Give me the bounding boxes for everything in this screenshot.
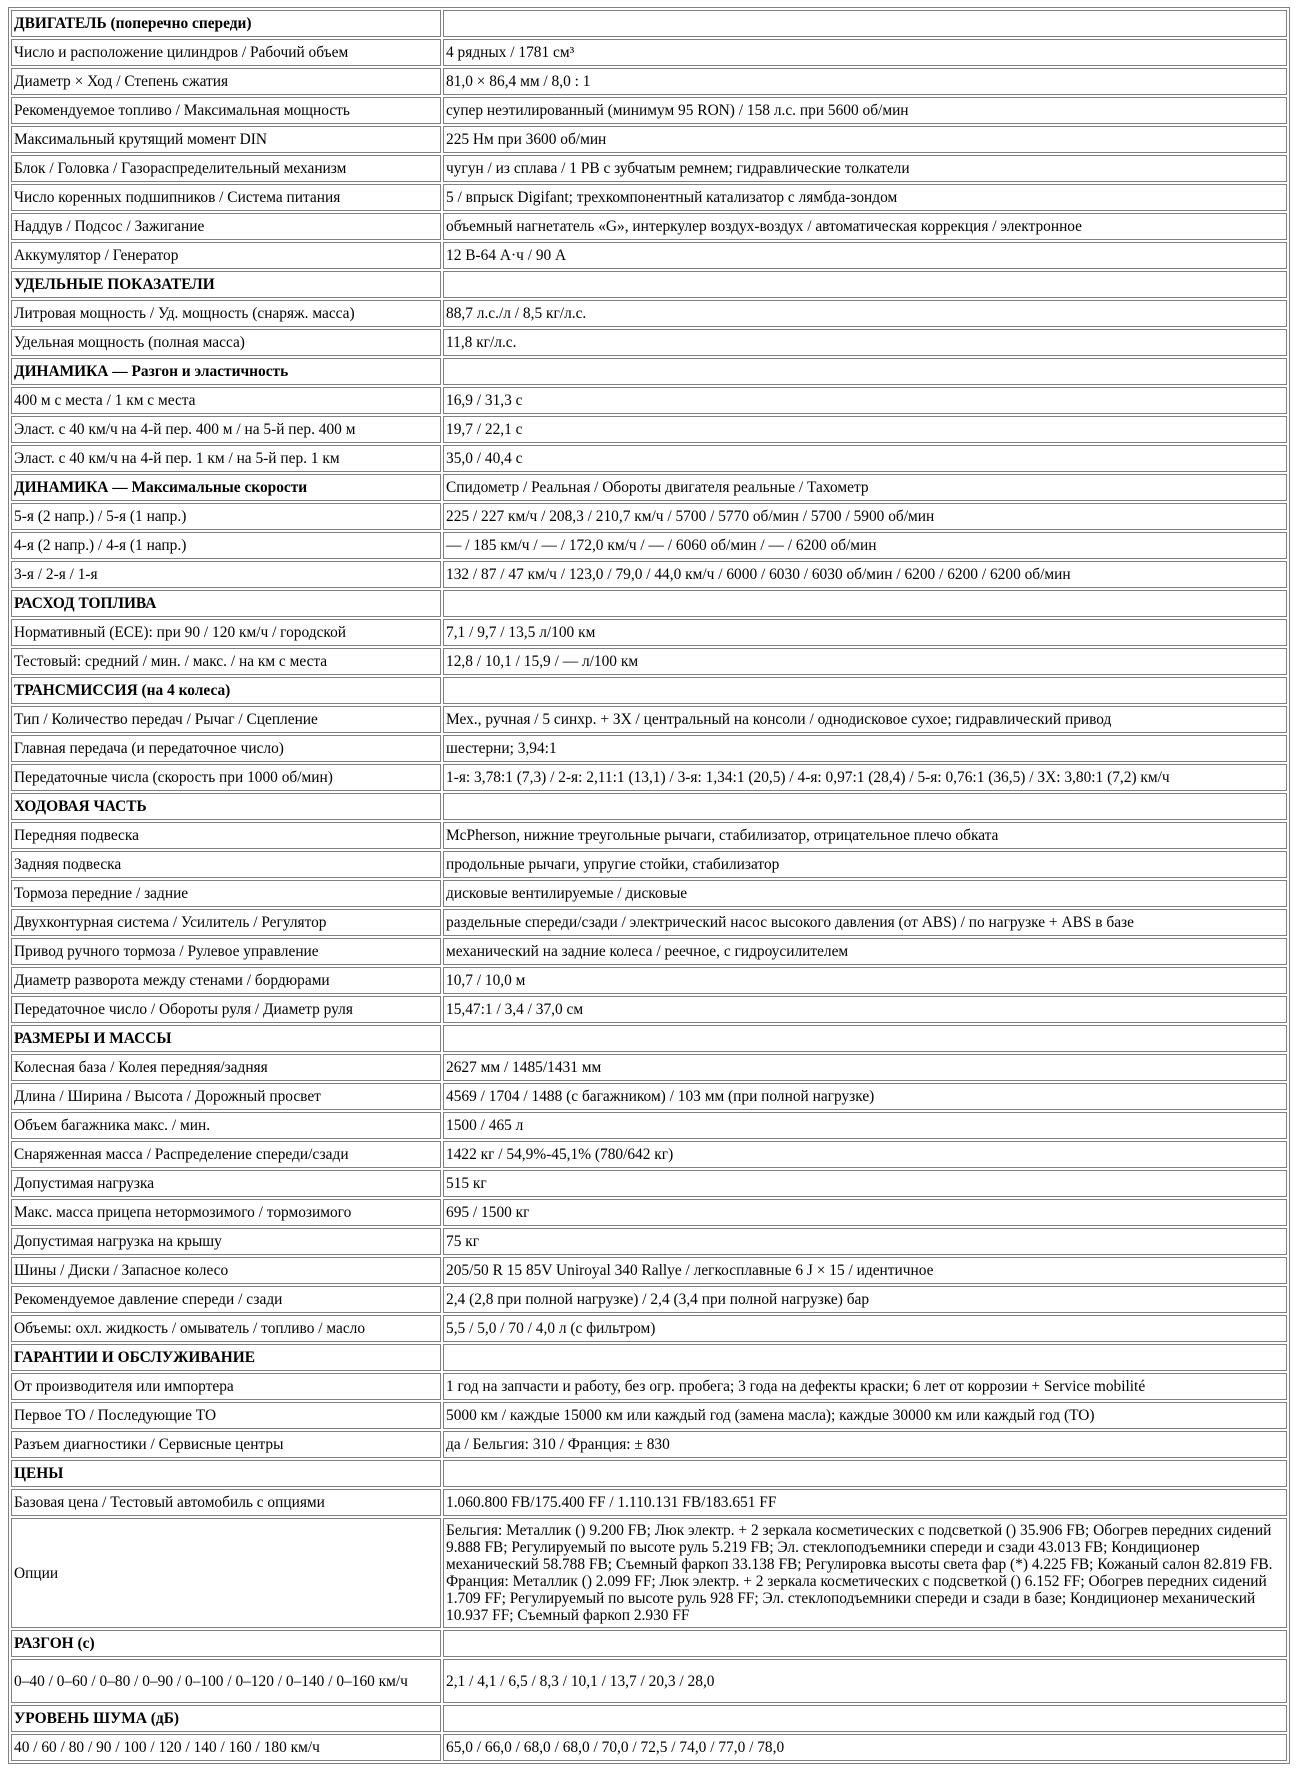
spec-row [11,416,1287,443]
spec-row [11,1402,1287,1429]
section-value [443,1705,1287,1732]
spec-row [11,126,1287,153]
spec-label: Двухконтурная система / Усилитель / Регулятор [11,909,441,936]
spec-value: 225 Нм при 3600 об/мин [443,126,1287,153]
spec-row [11,1141,1287,1168]
section-header-row [11,271,1287,298]
spec-value: 5,5 / 5,0 / 70 / 4,0 л (с фильтром) [443,1315,1287,1342]
spec-label: Аккумулятор / Генератор [11,242,441,269]
section-value [443,271,1287,298]
spec-value: механический на задние колеса / реечное, с гидроусилителем [443,938,1287,965]
spec-label: Диаметр × Ход / Степень сжатия [11,68,441,95]
spec-label: Базовая цена / Тестовый автомобиль с опциями [11,1489,441,1516]
spec-row [11,880,1287,907]
section-header-row [11,358,1287,385]
spec-value: 2,4 (2,8 при полной нагрузке) / 2,4 (3,4 при полной нагрузке) бар [443,1286,1287,1313]
spec-row [11,938,1287,965]
spec-value: — / 185 км/ч / — / 172,0 км/ч / — / 6060 об/мин / — / 6200 об/мин [443,532,1287,559]
spec-row [11,967,1287,994]
spec-label: Объем багажника макс. / мин. [11,1112,441,1139]
section-value [443,1344,1287,1371]
spec-label: 0–40 / 0–60 / 0–80 / 0–90 / 0–100 / 0–120 / 0–140 / 0–160 км/ч [11,1659,441,1703]
section-title: ДИНАМИКА — Разгон и эластичность [11,358,441,385]
spec-row [11,1228,1287,1255]
spec-row [11,39,1287,66]
spec-label: Число коренных подшипников / Система питания [11,184,441,211]
spec-label: Максимальный крутящий момент DIN [11,126,441,153]
spec-label: Шины / Диски / Запасное колесо [11,1257,441,1284]
spec-label: Передаточные числа (скорость при 1000 об/мин) [11,764,441,791]
spec-row [11,387,1287,414]
spec-row [11,155,1287,182]
spec-row [11,97,1287,124]
section-header-row [11,1705,1287,1732]
section-title: ГАРАНТИИ И ОБСЛУЖИВАНИЕ [11,1344,441,1371]
spec-row [11,1112,1287,1139]
section-title: ХОДОВАЯ ЧАСТЬ [11,793,441,820]
section-header-row [11,1460,1287,1487]
spec-label: Тип / Количество передач / Рычаг / Сцепление [11,706,441,733]
spec-value: 695 / 1500 кг [443,1199,1287,1226]
spec-row [11,1054,1287,1081]
spec-value: 35,0 / 40,4 с [443,445,1287,472]
spec-row [11,1659,1287,1703]
section-title: РАСХОД ТОПЛИВА [11,590,441,617]
spec-value: продольные рычаги, упругие стойки, стабилизатор [443,851,1287,878]
spec-value: McPherson, нижние треугольные рычаги, стабилизатор, отрицательное плечо обката [443,822,1287,849]
spec-row [11,68,1287,95]
section-title: ДВИГАТЕЛЬ (поперечно спереди) [11,10,441,37]
section-title: ДИНАМИКА — Максимальные скорости [11,474,441,501]
spec-label: 400 м с места / 1 км с места [11,387,441,414]
section-title: УРОВЕНЬ ШУМА (дБ) [11,1705,441,1732]
spec-label: От производителя или импортера [11,1373,441,1400]
spec-value: 132 / 87 / 47 км/ч / 123,0 / 79,0 / 44,0 км/ч / 6000 / 6030 / 6030 об/мин / 6200 / 6200 / 6200 об/мин [443,561,1287,588]
spec-value: 12 В-64 А·ч / 90 А [443,242,1287,269]
spec-row [11,735,1287,762]
spec-row [11,1315,1287,1342]
section-header-row [11,1630,1287,1657]
spec-label: Нормативный (ECE): при 90 / 120 км/ч / городской [11,619,441,646]
spec-label: Литровая мощность / Уд. мощность (снаряж. масса) [11,300,441,327]
spec-row [11,300,1287,327]
section-value [443,358,1287,385]
spec-label: Снаряженная масса / Распределение спереди/сзади [11,1141,441,1168]
spec-value: 7,1 / 9,7 / 13,5 л/100 км [443,619,1287,646]
section-value: Спидометр / Реальная / Обороты двигателя реальные / Тахометр [443,474,1287,501]
section-header-row [11,590,1287,617]
spec-value: дисковые вентилируемые / дисковые [443,880,1287,907]
spec-label: Блок / Головка / Газораспределительный механизм [11,155,441,182]
spec-row [11,822,1287,849]
section-title: УДЕЛЬНЫЕ ПОКАЗАТЕЛИ [11,271,441,298]
spec-label: 5-я (2 напр.) / 5-я (1 напр.) [11,503,441,530]
spec-row [11,909,1287,936]
spec-value: 4569 / 1704 / 1488 (с багажником) / 103 мм (при полной нагрузке) [443,1083,1287,1110]
section-value [443,10,1287,37]
spec-row [11,619,1287,646]
spec-label: Диаметр разворота между стенами / бордюрами [11,967,441,994]
spec-label: Опции [11,1518,441,1628]
spec-value: да / Бельгия: 310 / Франция: ± 830 [443,1431,1287,1458]
spec-label: Допустимая нагрузка на крышу [11,1228,441,1255]
spec-value: 75 кг [443,1228,1287,1255]
spec-label: Тестовый: средний / мин. / макс. / на км с места [11,648,441,675]
section-header-row [11,474,1287,501]
spec-row [11,648,1287,675]
spec-label: Допустимая нагрузка [11,1170,441,1197]
spec-value: супер неэтилированный (минимум 95 RON) / 158 л.с. при 5600 об/мин [443,97,1287,124]
spec-row [11,1083,1287,1110]
spec-value: раздельные спереди/сзади / электрический насос высокого давления (от ABS) / по нагрузке + ABS в базе [443,909,1287,936]
spec-value: 65,0 / 66,0 / 68,0 / 68,0 / 70,0 / 72,5 / 74,0 / 77,0 / 78,0 [443,1734,1287,1761]
spec-value: 81,0 × 86,4 мм / 8,0 : 1 [443,68,1287,95]
spec-value: 1-я: 3,78:1 (7,3) / 2-я: 2,11:1 (13,1) / 3-я: 1,34:1 (20,5) / 4-я: 0,97:1 (28,4) / 5-я: 0,76:1 (36,5) / ЗХ: 3,80:1 (7,2) км/ч [443,764,1287,791]
spec-label: Число и расположение цилиндров / Рабочий объем [11,39,441,66]
spec-value: 205/50 R 15 85V Uniroyal 340 Rallye / легкосплавные 6 J × 15 / идентичное [443,1257,1287,1284]
spec-label: Объемы: охл. жидкость / омыватель / топливо / масло [11,1315,441,1342]
spec-value: 5 / впрыск Digifant; трехкомпонентный катализатор с лямбда-зондом [443,184,1287,211]
spec-row [11,996,1287,1023]
spec-row [11,184,1287,211]
spec-row [11,242,1287,269]
spec-label: Передняя подвеска [11,822,441,849]
spec-value: 12,8 / 10,1 / 15,9 / — л/100 км [443,648,1287,675]
spec-row [11,532,1287,559]
spec-label: Передаточное число / Обороты руля / Диаметр руля [11,996,441,1023]
spec-value: шестерни; 3,94:1 [443,735,1287,762]
spec-row [11,1373,1287,1400]
spec-row [11,1431,1287,1458]
section-header-row [11,1025,1287,1052]
section-value [443,1025,1287,1052]
spec-value: 1500 / 465 л [443,1112,1287,1139]
spec-value: 1422 кг / 54,9%-45,1% (780/642 кг) [443,1141,1287,1168]
spec-value: 15,47:1 / 3,4 / 37,0 см [443,996,1287,1023]
spec-value: Мех., ручная / 5 синхр. + ЗХ / центральный на консоли / однодисковое сухое; гидравлический привод [443,706,1287,733]
spec-value: 2627 мм / 1485/1431 мм [443,1054,1287,1081]
section-value [443,1460,1287,1487]
spec-label: Тормоза передние / задние [11,880,441,907]
spec-label: Удельная мощность (полная масса) [11,329,441,356]
spec-label: Задняя подвеска [11,851,441,878]
spec-row [11,706,1287,733]
section-title: ТРАНСМИССИЯ (на 4 колеса) [11,677,441,704]
spec-label: Колесная база / Колея передняя/задняя [11,1054,441,1081]
spec-value: 19,7 / 22,1 с [443,416,1287,443]
spec-label: Эласт. с 40 км/ч на 4-й пер. 1 км / на 5-й пер. 1 км [11,445,441,472]
spec-value: 88,7 л.с./л / 8,5 кг/л.с. [443,300,1287,327]
spec-value: Бельгия: Металлик () 9.200 FB; Люк электр. + 2 зеркала косметических с подсветкой () 35.906 FB; Обогрев передних сидений 9.888 FB; Регулируемый по высоте руль 5.219 FB; Эл. стеклоподъемники спереди и сзади 43.013 FB; Кондиционер механический 58.788 FB; Съемный фаркоп 33.138 FB; Регулировка высоты света фар (*) 4.225 FB; Кожаный салон 82.819 FB. Франция: Металлик () 2.099 FF; Люк электр. + 2 зеркала косметических с подсветкой () 6.152 FF; Обогрев передних сидений 1.709 FF; Регулируемый по высоте руль 928 FF; Эл. стеклоподъемники спереди и сзади в базе; Кондиционер механический 10.937 FF; Съемный фаркоп 2.930 FF [443,1518,1287,1628]
spec-value: 16,9 / 31,3 с [443,387,1287,414]
spec-row [11,329,1287,356]
spec-row [11,1257,1287,1284]
section-header-row [11,1344,1287,1371]
spec-label: 40 / 60 / 80 / 90 / 100 / 120 / 140 / 160 / 180 км/ч [11,1734,441,1761]
spec-row [11,503,1287,530]
section-header-row [11,10,1287,37]
spec-value: 10,7 / 10,0 м [443,967,1287,994]
spec-value: 11,8 кг/л.с. [443,329,1287,356]
section-value [443,1630,1287,1657]
section-title: РАЗГОН (с) [11,1630,441,1657]
section-value [443,590,1287,617]
spec-row [11,851,1287,878]
section-title: РАЗМЕРЫ И МАССЫ [11,1025,441,1052]
spec-row [11,1286,1287,1313]
spec-row [11,1518,1287,1628]
spec-row [11,1170,1287,1197]
spec-label: Рекомендуемое давление спереди / сзади [11,1286,441,1313]
spec-value: 4 рядных / 1781 см³ [443,39,1287,66]
spec-value: 1.060.800 FB/175.400 FF / 1.110.131 FB/183.651 FF [443,1489,1287,1516]
spec-label: Главная передача (и передаточное число) [11,735,441,762]
spec-value: объемный нагнетатель «G», интеркулер воздух-воздух / автоматическая коррекция / электронное [443,213,1287,240]
spec-value: 225 / 227 км/ч / 208,3 / 210,7 км/ч / 5700 / 5770 об/мин / 5700 / 5900 об/мин [443,503,1287,530]
spec-row [11,445,1287,472]
spec-value: 5000 км / каждые 15000 км или каждый год (замена масла); каждые 30000 км или каждый год (ТО) [443,1402,1287,1429]
spec-label: 4-я (2 напр.) / 4-я (1 напр.) [11,532,441,559]
spec-value: 1 год на запчасти и работу, без огр. пробега; 3 года на дефекты краски; 6 лет от коррозии + Service mobilité [443,1373,1287,1400]
spec-row [11,561,1287,588]
spec-label: Разъем диагностики / Сервисные центры [11,1431,441,1458]
spec-row [11,213,1287,240]
spec-value: чугун / из сплава / 1 РВ с зубчатым ремнем; гидравлические толкатели [443,155,1287,182]
spec-label: Макс. масса прицепа нетормозимого / тормозимого [11,1199,441,1226]
spec-table-body [11,10,1287,1761]
spec-row [11,1734,1287,1761]
section-title: ЦЕНЫ [11,1460,441,1487]
spec-label: Первое ТО / Последующие ТО [11,1402,441,1429]
spec-row [11,1489,1287,1516]
section-header-row [11,793,1287,820]
spec-row [11,764,1287,791]
section-value [443,677,1287,704]
spec-label: Эласт. с 40 км/ч на 4-й пер. 400 м / на 5-й пер. 400 м [11,416,441,443]
spec-label: 3-я / 2-я / 1-я [11,561,441,588]
spec-row [11,1199,1287,1226]
section-header-row [11,677,1287,704]
spec-label: Наддув / Подсос / Зажигание [11,213,441,240]
spec-value: 515 кг [443,1170,1287,1197]
spec-label: Длина / Ширина / Высота / Дорожный просвет [11,1083,441,1110]
spec-table [8,7,1290,1764]
spec-label: Привод ручного тормоза / Рулевое управление [11,938,441,965]
section-value [443,793,1287,820]
spec-value: 2,1 / 4,1 / 6,5 / 8,3 / 10,1 / 13,7 / 20,3 / 28,0 [443,1659,1287,1703]
spec-label: Рекомендуемое топливо / Максимальная мощность [11,97,441,124]
